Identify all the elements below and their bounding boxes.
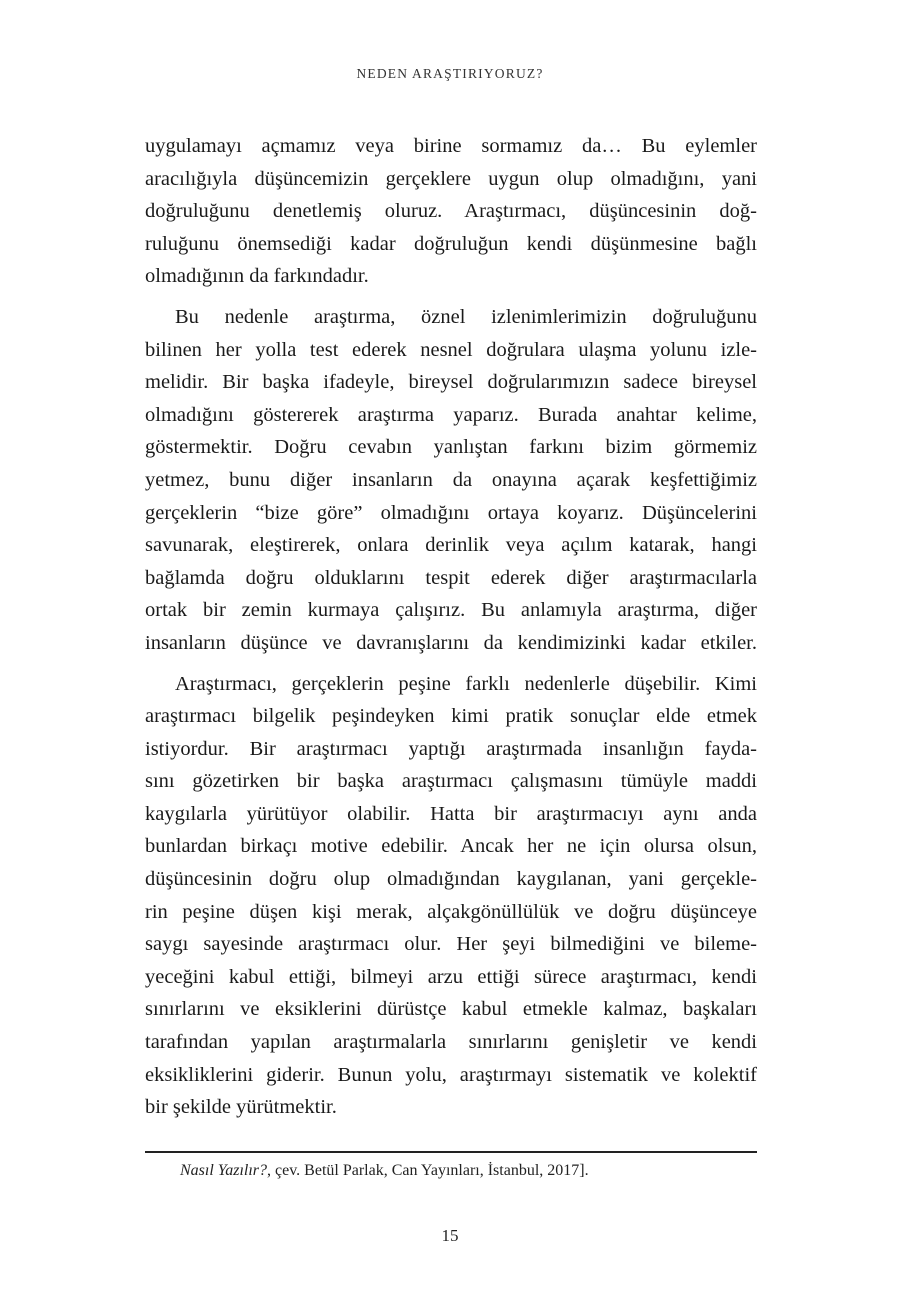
text-line: doğruluğunu denetlemiş oluruz. Araştırmacı, düşüncesinin doğ-: [145, 200, 757, 223]
footnote-citation: , çev. Betül Parlak, Can Yayınları, İstanbul, 2017].: [267, 1162, 589, 1179]
page-number: 15: [441, 1226, 459, 1245]
text-line: aracılığıyla düşüncemizin gerçeklere uygun olup olmadığını, yani: [145, 167, 757, 190]
body-text: [145, 130, 757, 1132]
paragraph-3: [145, 668, 757, 1124]
paragraph-2: [145, 301, 757, 660]
paragraph-1: [145, 130, 757, 293]
text-line: ruluğunu önemsediği kadar doğruluğun kendi düşünmesine bağlı: [145, 232, 757, 255]
footnote-divider: [145, 1151, 757, 1153]
text-line: melidir. Bir başka ifadeyle, bireysel doğrularımızın sadece bireysel: [145, 371, 757, 394]
text-line: bilinen her yolla test ederek nesnel doğrulara ulaşma yolunu izle-: [145, 338, 757, 361]
text-line: göstermektir. Doğru cevabın yanlıştan farkını bizim görmemiz: [145, 436, 757, 459]
text-line: bir şekilde yürütmektir.: [145, 1096, 337, 1119]
text-line: bunlardan birkaçı motive edebilir. Ancak her ne için olursa olsun,: [145, 835, 757, 858]
text-line: olmadığını göstererek araştırma yaparız. Burada anahtar kelime,: [145, 403, 757, 426]
text-line: yeceğini kabul ettiği, bilmeyi arzu ettiği sürece araştırmacı, kendi: [145, 965, 757, 988]
text-line: Bu nedenle araştırma, öznel izlenimlerimizin doğruluğunu: [175, 305, 757, 328]
text-line: Araştırmacı, gerçeklerin peşine farklı nedenlerle düşebilir. Kimi: [175, 672, 757, 695]
text-line: insanların düşünce ve davranışlarını da kendimizinki kadar etkiler.: [145, 631, 757, 654]
text-line: tarafından yapılan araştırmalarla sınırlarını genişletir ve kendi: [145, 1031, 757, 1054]
text-line: savunarak, eleştirerek, onlara derinlik veya açılım katarak, hangi: [145, 534, 757, 557]
text-line: gerçeklerin “bize göre” olmadığını ortaya koyarız. Düşüncelerini: [145, 501, 757, 524]
text-line: sınırlarını ve eksiklerini dürüstçe kabul etmekle kalmaz, başkaları: [145, 998, 757, 1021]
text-line: olmadığının da farkındadır.: [145, 265, 369, 288]
footnote: [180, 1160, 589, 1182]
text-line: yetmez, bunu diğer insanların da onayına açarak keşfettiğimiz: [145, 468, 757, 491]
text-line: eksikliklerini giderir. Bunun yolu, araştırmayı sistematik ve kolektif: [145, 1063, 757, 1086]
text-line: düşüncesinin doğru olup olmadığından kaygılanan, yani gerçekle-: [145, 868, 757, 891]
text-line: saygı sayesinde araştırmacı olur. Her şeyi bilmediğini ve bileme-: [145, 933, 757, 956]
text-line: kaygılarla yürütüyor olabilir. Hatta bir araştırmacıyı aynı anda: [145, 802, 757, 825]
text-line: araştırmacı bilgelik peşindeyken kimi pratik sonuçlar elde etmek: [145, 705, 757, 728]
text-line: sını gözetirken bir başka araştırmacı çalışmasını tümüyle maddi: [145, 770, 757, 793]
footnote-book-title: Nasıl Yazılır?: [180, 1162, 268, 1179]
text-line: ortak bir zemin kurmaya çalışırız. Bu anlamıyla araştırma, diğer: [145, 599, 757, 622]
running-head: NEDEN ARAŞTIRIYORUZ?: [356, 66, 544, 81]
text-line: istiyordur. Bir araştırmacı yaptığı araştırmada insanlığın fayda-: [145, 737, 757, 760]
text-line: rin peşine düşen kişi merak, alçakgönüllülük ve doğru düşünceye: [145, 900, 757, 923]
text-line: uygulamayı açmamız veya birine sormamız da… Bu eylemler: [145, 135, 757, 157]
text-line: bağlamda doğru olduklarını tespit ederek diğer araştırmacılarla: [145, 566, 757, 589]
